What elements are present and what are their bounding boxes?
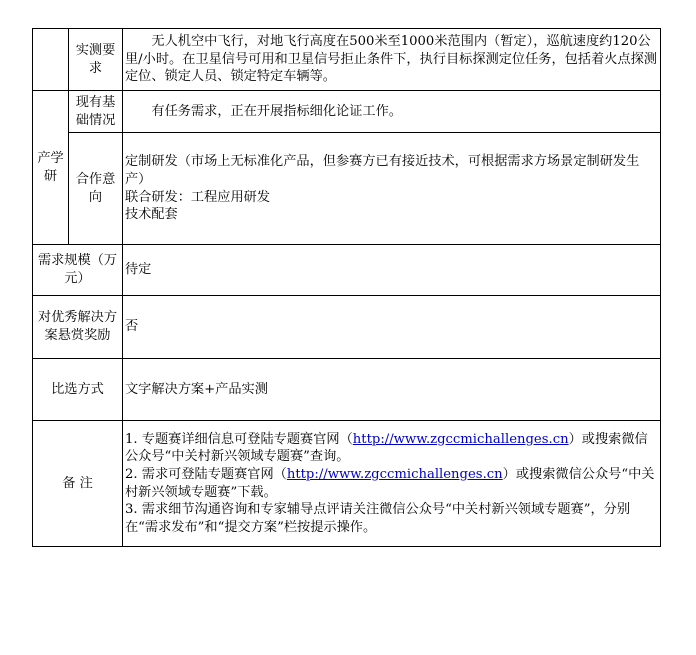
row-scale (33, 245, 661, 296)
row-cooperation (33, 133, 661, 245)
cooperation-line: 联合研发：工程应用研发 (125, 189, 271, 205)
row-selection (33, 359, 661, 421)
requirement-label: 实测要求 (69, 29, 123, 91)
cooperation-line: 定制研发（市场上无标准化产品，但参赛方已有接近技术，可根据需求方场景定制研发生产） (125, 154, 640, 187)
reward-value: 否 (123, 296, 661, 359)
requirement-text: 无人机空中飞行，对地飞行高度在500米至1000米范围内（暂定），巡航速度约120公里/小时。在卫星信号可用和卫星信号拒止条件下，执行目标探测定位任务，包括着火点探测定位、锁定人员、锁定特定车辆等。 (123, 29, 661, 91)
selection-value: 文字解决方案+产品实测 (123, 359, 661, 421)
row-notes (33, 421, 661, 547)
requirements-table (32, 28, 661, 547)
notes-label: 备 注 (33, 421, 123, 547)
website-link[interactable]: http://www.zgccmichallenges.cn (286, 466, 503, 482)
website-link[interactable]: http://www.zgccmichallenges.cn (352, 431, 569, 447)
scale-label: 需求规模（万元） (33, 245, 123, 296)
notes-text (123, 421, 661, 547)
blank-cell (33, 29, 69, 91)
selection-label: 比选方式 (33, 359, 123, 421)
basis-label: 现有基础情况 (69, 91, 123, 133)
reward-label: 对优秀解决方案悬赏奖励 (33, 296, 123, 359)
row-basis (33, 91, 661, 133)
note-item-1: 1. 专题赛详细信息可登陆专题赛官网（http://www.zgccmichallenges.cn）或搜索微信公众号“中关村新兴领域专题赛”查询。 (125, 431, 648, 465)
cooperation-line: 技术配套 (125, 207, 178, 223)
row-requirement (33, 29, 661, 91)
note-item-2: 2. 需求可登陆专题赛官网（http://www.zgccmichallenges.cn）或搜索微信公众号“中关村新兴领域专题赛”下载。 (125, 466, 655, 500)
cooperation-label: 合作意向 (69, 133, 123, 245)
research-group-label: 产学研 (33, 91, 69, 245)
note-item-3: 3. 需求细节沟通咨询和专家辅导点评请关注微信公众号“中关村新兴领域专题赛”，分别在“需求发布”和“提交方案”栏按提示操作。 (125, 502, 631, 535)
scale-value: 待定 (123, 245, 661, 296)
row-reward (33, 296, 661, 359)
cooperation-text (123, 133, 661, 245)
basis-text: 有任务需求，正在开展指标细化论证工作。 (123, 91, 661, 133)
